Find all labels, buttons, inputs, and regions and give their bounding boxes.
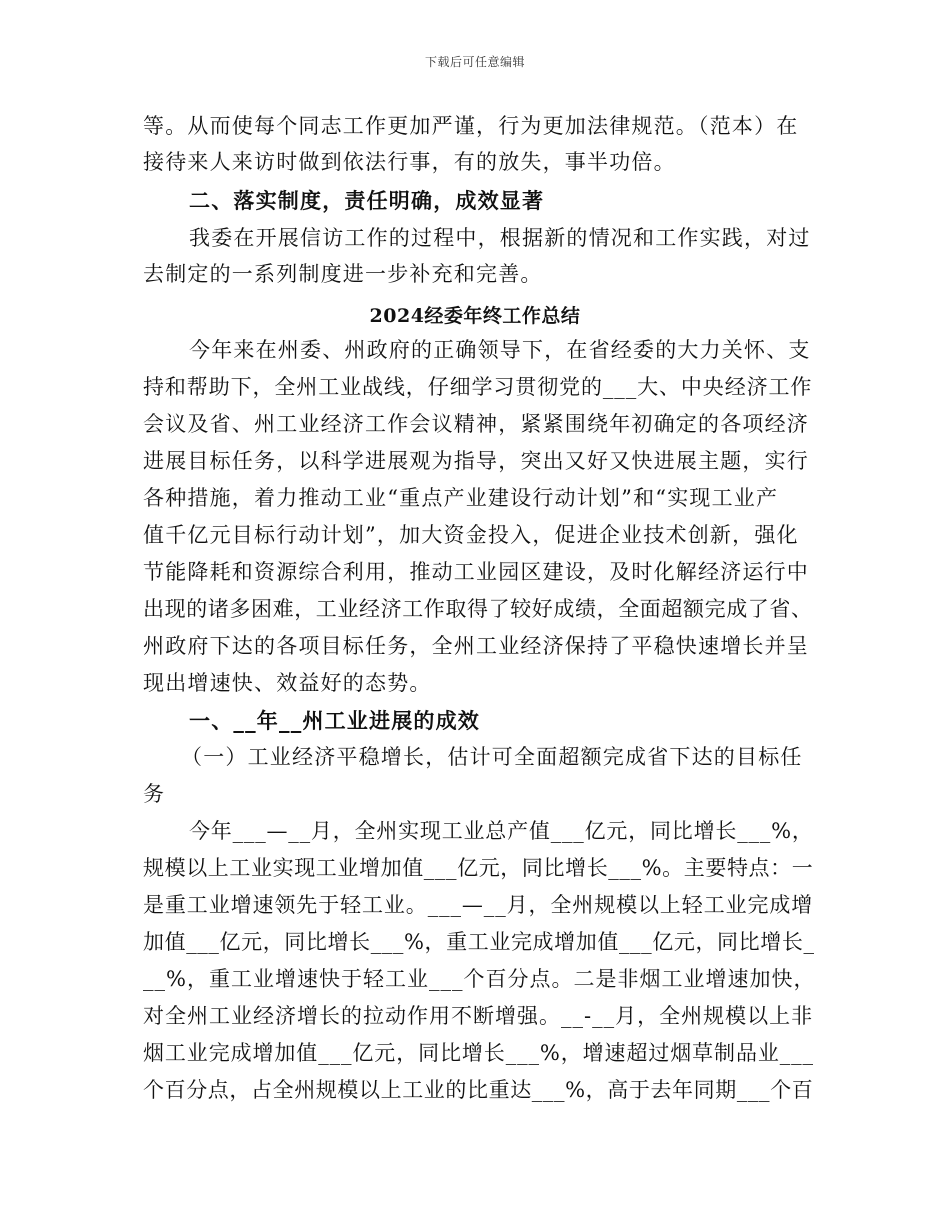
body-line: 节能降耗和资源综合利用，推动工业园区建设，及时化解经济运行中: [143, 560, 809, 584]
subsection-heading: （一）工业经济平稳增长，估计可全面超额完成省下达的目标任: [181, 745, 803, 769]
body-line: 值千亿元目标行动计划”，加大资金投入，促进企业技术创新，强化: [143, 523, 799, 547]
body-line: 个百分点，占全州规模以上工业的比重达___%，高于去年同期___个百: [143, 1078, 814, 1102]
body-line: 州政府下达的各项目标任务，全州工业经济保持了平稳快速增长并呈: [143, 634, 809, 658]
body-line: 各种措施，着力推动工业“重点产业建设行动计划”和“实现工业产: [143, 486, 779, 510]
body-line: 规模以上工业实现工业增加值___亿元，同比增长___%。主要特点：一: [143, 856, 814, 880]
body-line: 会议及省、州工业经济工作会议精神，紧紧围绕年初确定的各项经济: [143, 412, 809, 436]
body-line: 对全州工业经济增长的拉动作用不断增强。__-__月，全州规模以上非: [143, 1004, 814, 1028]
section-heading: 一、__年__州工业进展的成效: [189, 708, 480, 733]
body-line: 今年___—__月，全州实现工业总产值___亿元，同比增长___%，: [189, 819, 814, 843]
body-line: 出现的诸多困难，工业经济工作取得了较好成绩，全面超额完成了省、: [143, 597, 813, 621]
body-line: 我委在开展信访工作的过程中，根据新的情况和工作实践，对过: [189, 226, 811, 250]
body-line: 等。从而使每个同志工作更加严谨，行为更加法律规范。（范本）在: [143, 114, 799, 138]
document-title: 2024经委年终工作总结: [369, 305, 581, 327]
body-line: 加值___亿元，同比增长___%，重工业完成增加值___亿元，同比增长_: [143, 930, 815, 954]
page-header: 下载后可任意编辑: [424, 55, 525, 69]
subsection-heading-cont: 务: [143, 782, 166, 806]
body-line: 接待来人来访时做到依法行事，有的放失，事半功倍。: [143, 150, 676, 174]
body-line: 去制定的一系列制度进一步补充和完善。: [143, 262, 543, 286]
body-line: 是重工业增速领先于轻工业。___—__月，全州规模以上轻工业完成增: [143, 893, 814, 917]
body-line: 进展目标任务，以科学进展观为指导，突出又好又快进展主题，实行: [143, 449, 809, 473]
section-heading: 二、落实制度，责任明确，成效显著: [189, 188, 545, 213]
body-line: __%，重工业增速快于轻工业___个百分点。二是非烟工业增速加快，: [143, 967, 816, 991]
body-line: 持和帮助下，全州工业战线，仔细学习贯彻党的___大、中央经济工作: [143, 375, 813, 399]
body-line: 现出增速快、效益好的态势。: [143, 671, 432, 695]
body-line: 今年来在州委、州政府的正确领导下，在省经委的大力关怀、支: [189, 338, 811, 362]
body-line: 烟工业完成增加值___亿元，同比增长___%，增速超过烟草制品业___: [143, 1041, 814, 1065]
